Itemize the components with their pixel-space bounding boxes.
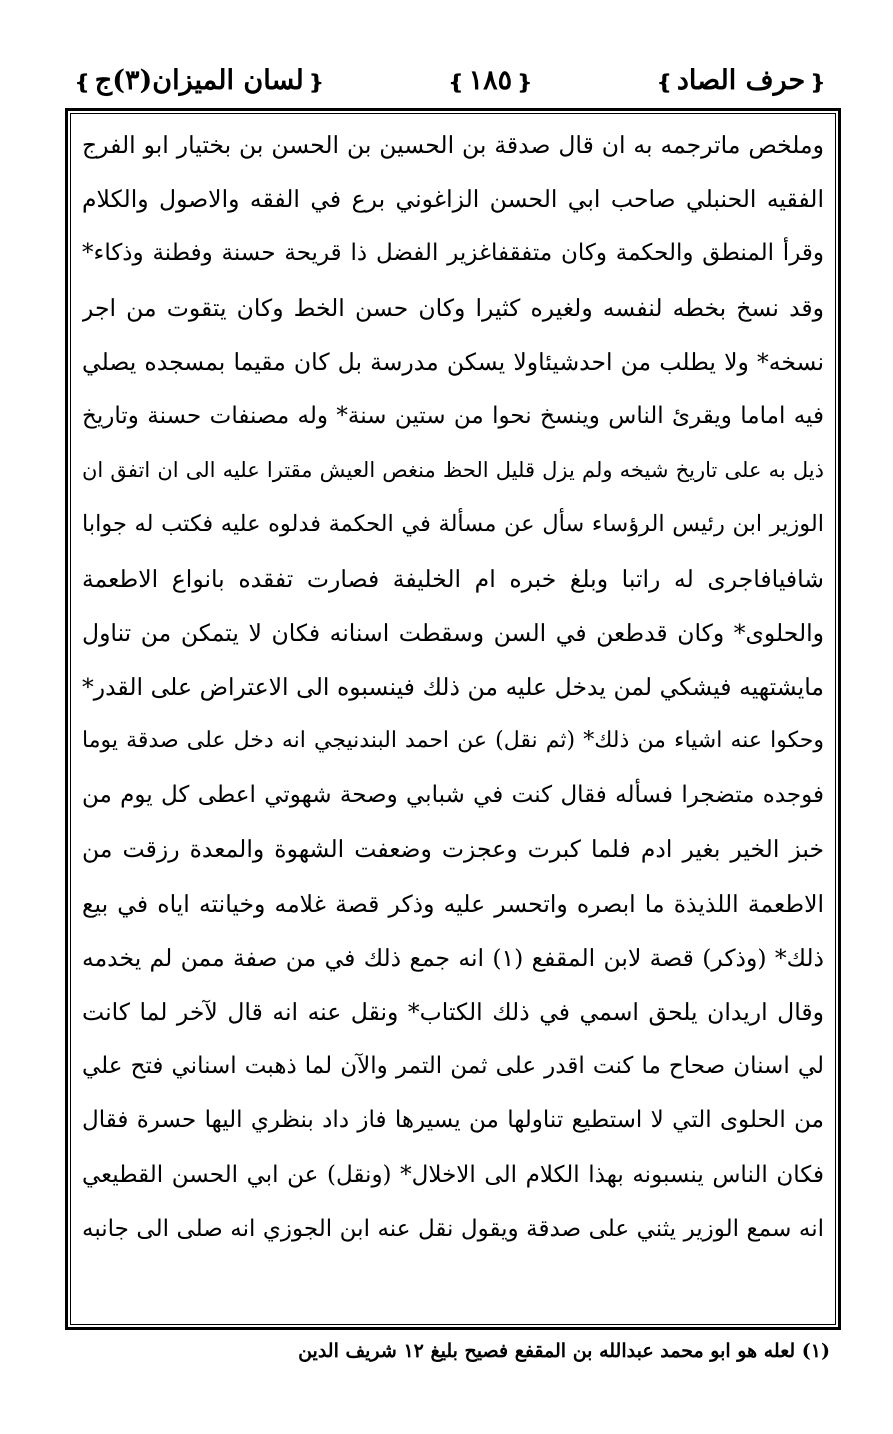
body-text: [82, 118, 824, 1256]
page-number: ❴١٨٥❵: [447, 64, 533, 96]
text-line: من الحلوى التي لا استطيع تناولها من يسيرها فاز داد بنظري اليها حسرة فقال: [82, 1107, 824, 1134]
text-line: وحكوا عنه اشياء من ذلك* (ثم نقل) عن احمد البندنيجي انه دخل على صدقة يوما: [82, 728, 824, 754]
text-line: شافيافاجرى له راتبا وبلغ خبره ام الخليفة فصارت تفقده بانواع الاطعمة: [82, 564, 824, 593]
text-line: فكان الناس ينسبونه بهذا الكلام الى الاخلال* (ونقل) عن ابي الحسن القطيعي: [82, 1161, 824, 1188]
header-chapter-title: ❴حرف الصاد❵: [656, 64, 826, 96]
text-line: نسخه* ولا يطلب من احدشيئاولا يسكن مدرسة بل كان مقيما بمسجده يصلي: [82, 347, 824, 376]
running-header: [70, 58, 830, 102]
text-line: وقال اريدان يلحق اسمي في ذلك الكتاب* ونقل عنه انه قال لآخر لما كانت: [82, 998, 824, 1026]
ornament-icon: ❴: [516, 69, 533, 94]
text-line: فيه اماما ويقرئ الناس وينسخ نحوا من ستين سنة* وله مصنفات حسنة وتاريخ: [82, 402, 824, 429]
text-line: الاطعمة اللذيذة ما ابصره واتحسر عليه وذكر قصة غلامه وخيانته اياه في بيع: [82, 889, 824, 918]
text-line: وقد نسخ بخطه لنفسه ولغيره كثيرا وكان حسن الخط وكان يتقوت من اجر: [82, 293, 824, 322]
text-line: انه سمع الوزير يثني على صدقة ويقول نقل عنه ابن الجوزي انه صلى الى جانبه: [82, 1215, 824, 1242]
text-line: خبز الخير بغير ادم فلما كبرت وعجزت وضعفت الشهوة والمعدة رزقت من: [82, 835, 824, 864]
ornament-icon: ❵: [447, 69, 465, 94]
text-line: وملخص ماترجمه به ان قال صدقة بن الحسين بن الحسن بن بختيار ابو الفرج: [82, 131, 824, 159]
footnote: (١) لعله هو ابو محمد عبدالله بن المقفع فصيح بليغ ١٢ شريف الدين: [298, 1340, 830, 1362]
ornament-icon: ❵: [656, 69, 673, 94]
text-line: والحلوى* وكان قدطعن في السن وسقطت اسنانه فكان لا يتمكن من تناول: [82, 618, 824, 647]
ornament-icon: ❴: [809, 69, 826, 94]
text-line: مايشتهيه فيشكي لمن يدخل عليه من ذلك فينسبوه الى الاعتراض على القدر*: [82, 672, 824, 701]
ornament-icon: ❴: [307, 69, 325, 94]
text-line: وقرأ المنطق والحكمة وكان متفقفاغزير الفضل ذا قريحة حسنة وفطنة وذكاء*: [82, 240, 824, 267]
text-line: الفقيه الحنبلي صاحب ابي الحسن الزاغوني برع في الفقه والاصول والكلام: [82, 185, 824, 214]
text-line: الوزير ابن رئيس الرؤساء سأل عن مسألة في الحكمة فدلوه عليه فكتب له جوابا: [82, 511, 824, 538]
text-line: ذلك* (وذكر) قصة لابن المقفع (١) انه جمع ذلك في من صفة ممن لم يخدمه: [82, 943, 824, 972]
ornament-icon: ❵: [74, 69, 91, 94]
text-line: فوجده متضجرا فسأله فقال كنت في شبابي وصحة شهوتي اعطى كل يوم من: [82, 782, 824, 809]
text-line: لي اسنان صحاح ما كنت اقدر على ثمن التمر والآن لما ذهبت اسناني فتح علي: [82, 1053, 824, 1080]
text-line: ذيل به على تاريخ شيخه ولم يزل قليل الحظ منغص العيش مقترا عليه الى ان اتفق ان: [82, 458, 824, 483]
header-book-title: ❴لسان الميزان(٣)ج❵: [74, 64, 325, 96]
